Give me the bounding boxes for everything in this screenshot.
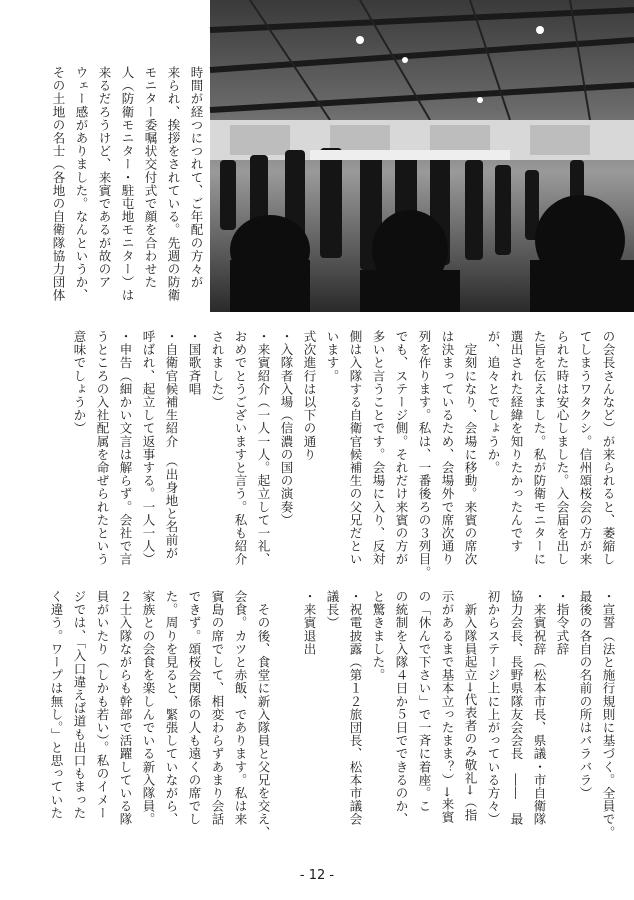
text-line: 賓島の席でして、相変わらずあまり会話 bbox=[210, 590, 225, 826]
text-line: ・宣誓（法と施行規則に基づく。全員で。 bbox=[601, 590, 616, 839]
text-line: ・来賓祝辞（松本市長、県議・市自衛隊 bbox=[532, 590, 547, 826]
text-line: ・入隊者入場（信濃の国の演奏） bbox=[279, 330, 294, 527]
text-line: 選出された経緯を知りたかったんです bbox=[509, 330, 524, 553]
text-line: 協力会長、長野県隊友会会長 ―― 最 bbox=[509, 590, 524, 826]
text-line: 意味でしょうか） bbox=[72, 330, 87, 435]
text-line: うところの入社配属を命ぜられたという bbox=[95, 330, 110, 566]
article-column-top bbox=[51, 66, 208, 322]
text-line: できず。頌桜会関係の人も遠くの席でし bbox=[187, 590, 202, 826]
text-line: た旨を伝えました。私が防衛モニターに bbox=[532, 330, 547, 566]
text-line: 多いと言うことです。会場に入り、反対 bbox=[371, 330, 386, 566]
ceremony-hall-photo bbox=[210, 0, 634, 312]
text-line: 員がいたり（しかも若い）。私のイメー bbox=[95, 590, 110, 820]
text-line: ・祝電披露（第１２旅団長、松本市議会 bbox=[348, 590, 363, 826]
text-line: 示があるまで基本立ったまま？）→来賓 bbox=[440, 590, 455, 824]
text-line: 新入隊員起立→代表者のみ敬礼→（指 bbox=[463, 590, 478, 822]
text-line: 列を作ります。私は、一番後ろの３列目。 bbox=[417, 330, 432, 579]
text-line: た。周りを見ると、緊張していながら、 bbox=[164, 590, 179, 826]
text-line: 来るだろうけど、来賓であるが故のア bbox=[97, 66, 112, 289]
text-line: てしまうワタクシ。信州頌桜会の方が来 bbox=[578, 330, 593, 566]
text-line: 会食。カツと赤飯、であります。私は来 bbox=[233, 590, 248, 826]
text-line: 式次進行は以下の通り bbox=[302, 330, 317, 461]
text-line: 最後の各自の名前の所はバラバラ） bbox=[578, 590, 593, 800]
text-line: 人（防衛モニター・駐屯地モニター）は bbox=[120, 66, 135, 302]
text-line: が、追々とでしょうか。 bbox=[486, 330, 501, 475]
text-line: おめでとうございますと言う。私も紹介 bbox=[233, 330, 248, 566]
text-line: います。 bbox=[325, 330, 340, 383]
text-line: 家族との会食を楽しんでいる新入隊員。 bbox=[141, 590, 156, 826]
text-line: 初からステージ上に上がっている方々） bbox=[486, 590, 501, 826]
text-line: モニター委嘱状交付式で顔を合わせた bbox=[143, 66, 158, 289]
text-line: く違う。ワープは無し。」と思っていた bbox=[49, 590, 64, 820]
article-column-middle bbox=[72, 330, 620, 580]
text-line: と驚きました。 bbox=[371, 590, 386, 682]
article-column-bottom bbox=[49, 590, 620, 850]
text-line: ・指令式辞 bbox=[555, 590, 570, 656]
text-line: られた時は安心しました。入会届を出し bbox=[555, 330, 570, 566]
text-line: その土地の名士（各地の自衛隊協力団体 bbox=[51, 66, 66, 302]
text-line: ・申告（細かい文言は解らず。会社で言 bbox=[118, 330, 133, 566]
text-line: されました） bbox=[210, 330, 225, 409]
text-line: は決まっているため、会場外で席次通り bbox=[440, 330, 455, 566]
text-line: ウェー感がありました。なんというか、 bbox=[74, 66, 89, 302]
text-line: の「休んで下さい」で一斉に着座。こ bbox=[417, 590, 432, 813]
text-line bbox=[275, 590, 298, 850]
text-line: 呼ばれ、起立して返事する。一人一人） bbox=[141, 330, 156, 566]
text-line: 議長） bbox=[325, 590, 340, 630]
page-number: - 12 - bbox=[299, 868, 335, 883]
text-line: 側は入隊する自衛官候補生の父兄だとい bbox=[348, 330, 363, 566]
text-line: ２士入隊ながらも幹部で活躍している隊 bbox=[118, 590, 133, 826]
text-line: でも、ステージ側。それだけ来賓の方が bbox=[394, 330, 409, 566]
text-line: 来られ、挨拶をされている。先週の防衛 bbox=[166, 66, 181, 302]
text-line: ・来賓退出 bbox=[302, 590, 317, 656]
text-line: その後、食堂に新入隊員と父兄を交え、 bbox=[256, 590, 271, 839]
text-line: の会長さんなど）が来られると、萎縮し bbox=[601, 330, 616, 566]
text-line: ジでは、「入口違えば道も出口もまった bbox=[72, 590, 87, 820]
text-line: ・自衛官候補生紹介 （出身地と名前が bbox=[164, 330, 179, 560]
text-line: 時間が経つにつれて、ご年配の方々が bbox=[189, 66, 204, 289]
text-line: ・来賓紹介（一人一人。起立して一礼、 bbox=[256, 330, 271, 566]
text-line: 定刻になり、会場に移動。来賓の席次 bbox=[463, 330, 478, 566]
text-line: の統制を入隊４日か５日でできるのか、 bbox=[394, 590, 409, 826]
text-line: ・国歌斉唱 bbox=[187, 330, 202, 396]
